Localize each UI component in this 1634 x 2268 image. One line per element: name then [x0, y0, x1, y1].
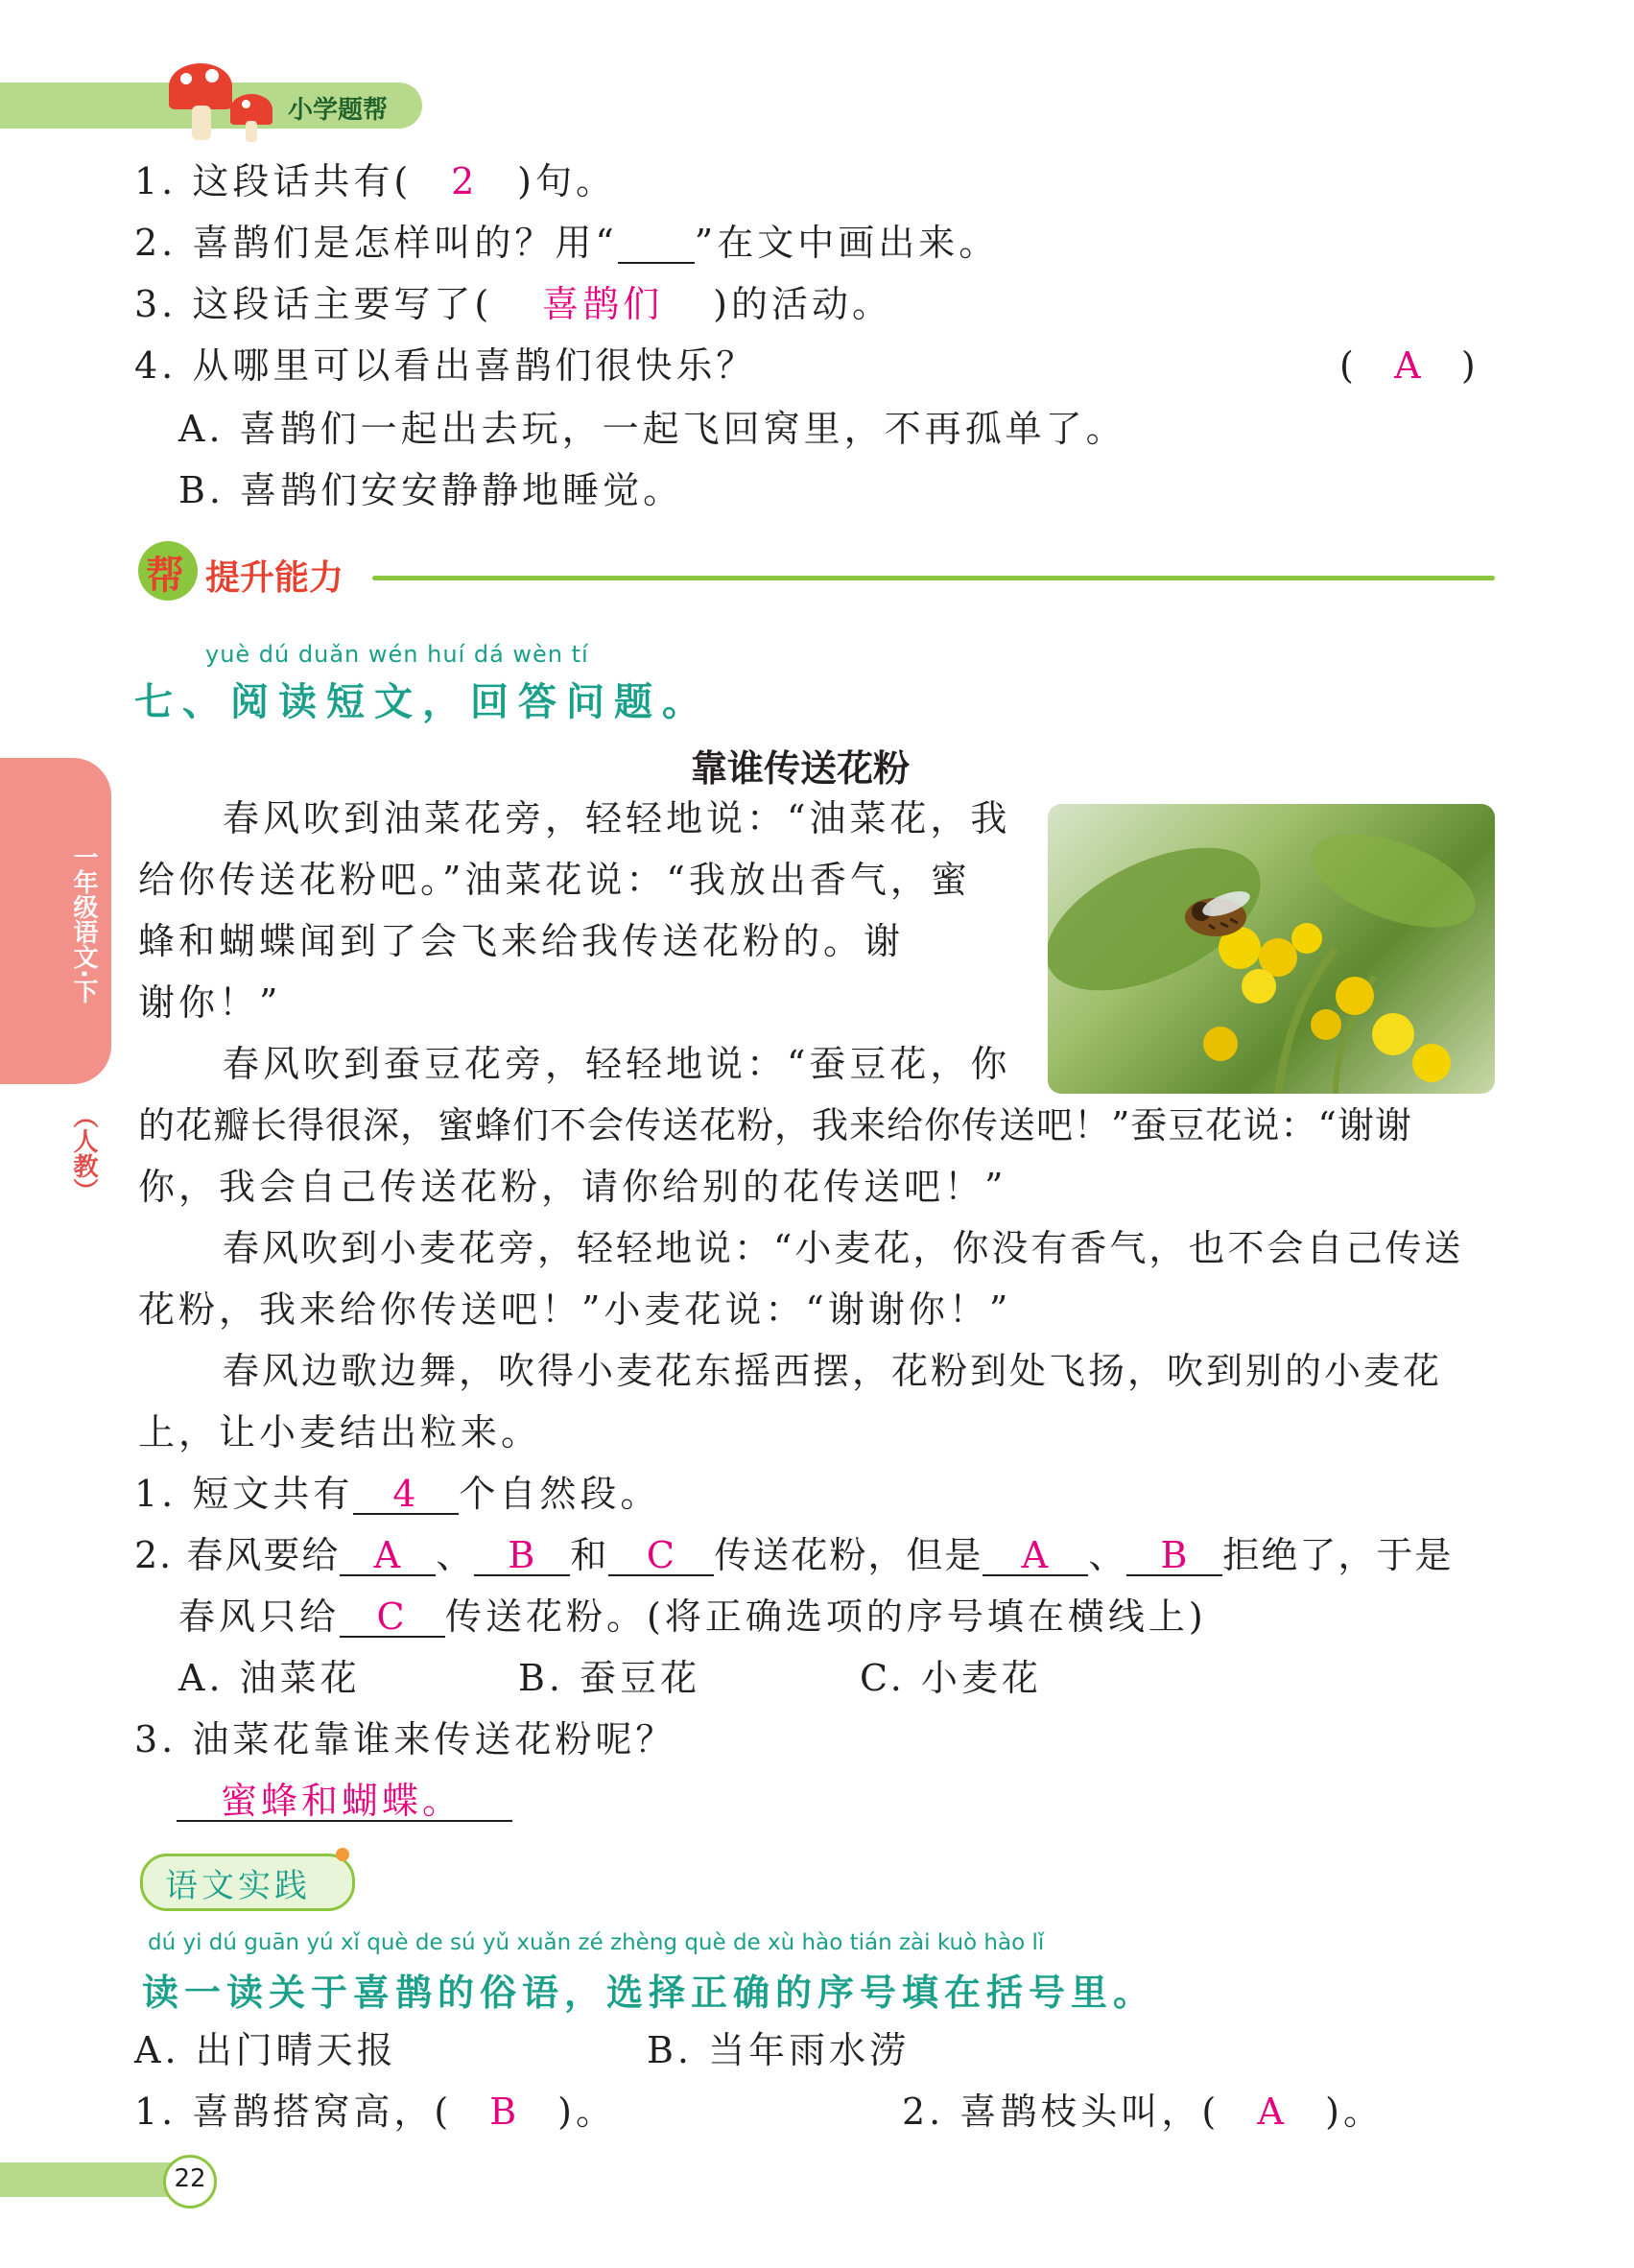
practice-option-b: B. 当年雨水涝 [647, 2029, 911, 2071]
section7-question-1: 1. 短文共有 4 个自然段。 [134, 1473, 661, 1515]
part1-option-b: B. 喜鹊们安安静静地睡觉。 [178, 469, 684, 511]
passage-p3-line1: 春风吹到小麦花旁，轻轻地说：“小麦花，你没有香气，也不会自己传送 [223, 1227, 1464, 1269]
flower-photo [1048, 804, 1495, 1094]
passage-p2-line2: 的花瓣长得很深，蜜蜂们不会传送花粉，我来给你传送吧！”蚕豆花说：“谢谢 [138, 1104, 1412, 1146]
passage-title: 靠谁传送花粉 [691, 747, 911, 790]
passage-p1-line4: 谢你！” [138, 981, 282, 1024]
banner-badge: 帮 [146, 554, 184, 598]
part1-question-4: 4. 从哪里可以看出喜鹊们很快乐？ [134, 344, 757, 387]
practice-badge-label: 语文实践 [165, 1867, 311, 1905]
part1-question-4-answer: ( A ) [1339, 344, 1480, 387]
blank-2: B [474, 1536, 570, 1576]
section7-question-2-line2: 春风只给 C 传送花粉。(将正确选项的序号填在横线上) [178, 1595, 1207, 1638]
blank-4: A [983, 1536, 1088, 1576]
practice-question-2: 2. 喜鹊枝头叫，( A )。 [902, 2091, 1384, 2133]
blank-1: A [340, 1536, 436, 1576]
practice-pinyin: dú yi dú guān yú xǐ què de sú yǔ xuǎn zé zhèng què de xù hào tián zài kuò hào lǐ [148, 1930, 1045, 1955]
section7-question-3: 3. 油菜花靠谁来传送花粉呢？ [134, 1718, 676, 1760]
practice-answer-1: B [489, 2091, 521, 2133]
side-tab-grade: 一年级语文·下 [69, 844, 98, 1004]
section7-pinyin: yuè dú duǎn wén huí dá wèn tí [205, 641, 589, 668]
section7-question-2: 2. 春风要给 A 、 B 和 C 传送花粉，但是 A 、 B 拒绝了，于是 [134, 1534, 1454, 1576]
part1-option-a: A. 喜鹊们一起出去玩，一起飞回窝里，不再孤单了。 [178, 408, 1126, 450]
answer-q3: 喜鹊们 [542, 283, 664, 325]
part1-question-1: 1. 这段话共有( 2 )句。 [134, 160, 616, 202]
practice-badge-dot [336, 1848, 349, 1861]
practice-question-1: 1. 喜鹊搭窝高，( B )。 [134, 2091, 616, 2133]
brand-label: 小学题帮 [288, 96, 389, 125]
passage-p2-line3: 你，我会自己传送花粉，请你给别的花传送吧！” [138, 1166, 1007, 1208]
passage-p4-line2: 上，让小麦结出粒来。 [138, 1411, 542, 1453]
blank-5: B [1126, 1536, 1222, 1576]
passage-p1-line3: 蜂和蝴蝶闻到了会飞来给我传送花粉的。谢 [138, 920, 905, 962]
section7-question-3-answer: 蜜蜂和蝴蝶。 [177, 1779, 512, 1823]
banner-rule [372, 576, 1495, 580]
passage-p2-line1: 春风吹到蚕豆花旁，轻轻地说：“蚕豆花，你 [223, 1043, 1011, 1085]
answer-q4: A [1394, 344, 1425, 387]
option-c: C. 小麦花 [860, 1657, 1042, 1699]
side-tab-edition: （人教） [69, 1103, 98, 1203]
passage-p1-line1: 春风吹到油菜花旁，轻轻地说：“油菜花，我 [223, 797, 1011, 839]
part1-question-2: 2. 喜鹊们是怎样叫的？用“ ”在文中画出来。 [134, 222, 1000, 264]
blank-3: C [608, 1536, 714, 1576]
passage-p4-line1: 春风边歌边舞，吹得小麦花东摇西摆，花粉到处飞扬，吹到别的小麦花 [223, 1350, 1443, 1392]
banner-title: 提升能力 [205, 558, 344, 598]
option-b: B. 蚕豆花 [518, 1657, 701, 1699]
section7-title: 七、阅读短文，回答问题。 [134, 680, 710, 724]
passage-p1-line2: 给你传送花粉吧。”油菜花说：“我放出香气，蜜 [138, 859, 971, 901]
page-number: 22 [174, 2164, 206, 2193]
underline-sample [618, 224, 695, 264]
practice-answer-2: A [1257, 2091, 1288, 2133]
answer-q1: 2 [451, 160, 479, 202]
answer-paragraph-count: 4 [353, 1475, 459, 1515]
part1-question-3: 3. 这段话主要写了( 喜鹊们 )的活动。 [134, 283, 892, 325]
mushroom-logo [163, 59, 278, 146]
option-a: A. 油菜花 [178, 1657, 361, 1699]
section-banner [134, 537, 1506, 604]
passage-p3-line2: 花粉，我来给你传送吧！”小麦花说：“谢谢你！” [138, 1288, 1012, 1331]
blank-6: C [340, 1597, 445, 1638]
practice-title: 读一读关于喜鹊的俗语，选择正确的序号填在括号里。 [142, 1972, 1156, 2014]
practice-option-a: A. 出门晴天报 [134, 2029, 397, 2071]
